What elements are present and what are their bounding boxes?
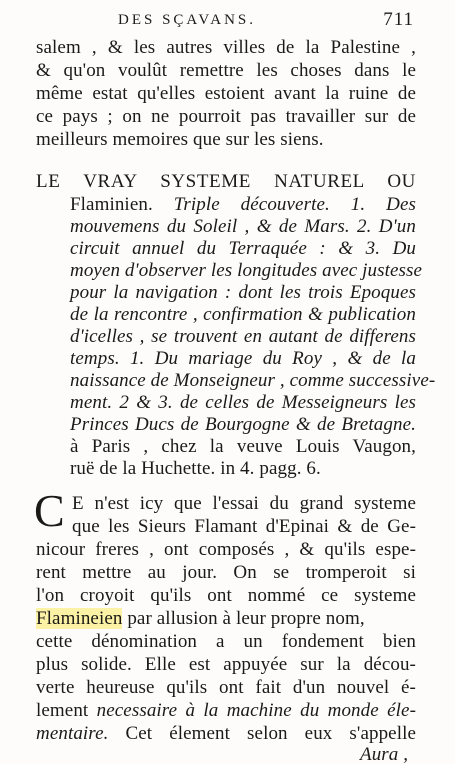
running-title: DES SÇAVANS. xyxy=(118,12,256,28)
text-line: même estat qu'elles estoient avant la ruine de xyxy=(36,83,416,104)
text-line: & qu'on voulût remettre les choses dans le xyxy=(36,60,416,81)
entry-subtitle-line: temps. 1. Du mariage du Roy , & de la xyxy=(70,348,416,369)
text-line: nicour freres , ont composés , & qu'ils espe- xyxy=(36,539,416,560)
text-line: meilleurs memoires que sur les siens. xyxy=(36,129,324,150)
text-line: E n'est icy que l'essai du grand systeme xyxy=(72,493,416,514)
entry-subtitle-line: moyen d'observer les longitudes avec justesse xyxy=(70,260,423,281)
text-line xyxy=(36,608,416,630)
imprint-line: ruë de la Huchette. in 4. pagg. 6. xyxy=(70,458,321,479)
text-line: l'on croyoit qu'ils ont nommé ce systeme xyxy=(36,585,416,606)
text-line: verte heureuse qu'ils ont fait d'un nouvel é- xyxy=(36,677,416,698)
imprint-line: à Paris , chez la veuve Louis Vaugon, xyxy=(70,436,416,457)
running-header xyxy=(118,9,414,31)
text-line-roman: Cet élement selon eux s'appelle xyxy=(108,723,416,744)
page-number: 711 xyxy=(383,9,414,30)
entry-subtitle-line: d'icelles , se trouvent en autant de differens xyxy=(70,326,416,347)
drop-cap: C xyxy=(34,485,65,536)
entry-subtitle-line: Princes Ducs de Bourgogne & de Bretagne. xyxy=(70,414,416,435)
highlighted-word: Flamineien xyxy=(36,608,123,629)
entry-subtitle-start: Triple découverte. 1. Des xyxy=(173,194,416,215)
text-line: salem , & les autres villes de la Palestine , xyxy=(36,37,416,58)
text-line: ce pays ; on ne pourroit pas travailler sur de xyxy=(36,106,416,127)
entry-subtitle-line: mouvemens du Soleil , & de Mars. 2. D'un xyxy=(70,216,416,237)
catchword: Aura , xyxy=(360,744,409,765)
text-line: plus solide. Elle est appuyée sur la décou- xyxy=(36,654,416,675)
text-line-roman: lement xyxy=(36,700,97,721)
entry-subtitle-line: pour la navigation : dont les trois Epoques xyxy=(70,282,416,303)
text-line-italic: mentaire. xyxy=(36,723,109,744)
text-line-rest: par allusion à leur propre nom, xyxy=(122,608,365,629)
text-line xyxy=(36,700,416,722)
entry-subtitle-line: de la rencontre , confirmation & publication xyxy=(70,304,416,325)
entry-first-line xyxy=(70,194,416,216)
text-line: cette dénomination a un fondement bien xyxy=(36,631,416,652)
entry-subtitle-line: ment. 2 & 3. de celles de Messeigneurs les xyxy=(70,392,416,413)
entry-title-end: Flaminien. xyxy=(70,194,153,215)
text-line: que les Sieurs Flamant d'Epinai & de Ge- xyxy=(72,516,416,537)
text-line-italic: necessaire à la machine du monde éle- xyxy=(96,700,416,721)
entry-title: LE VRAY SYSTEME NATUREL OU xyxy=(36,171,416,192)
entry-subtitle-line: circuit annuel du Terraquée : & 3. Du xyxy=(70,238,416,259)
entry-subtitle-line: naissance de Monseigneur , comme successive- xyxy=(70,370,436,391)
text-line xyxy=(36,723,416,745)
text-line: rent mettre au jour. On se tromperoit si xyxy=(36,562,416,583)
